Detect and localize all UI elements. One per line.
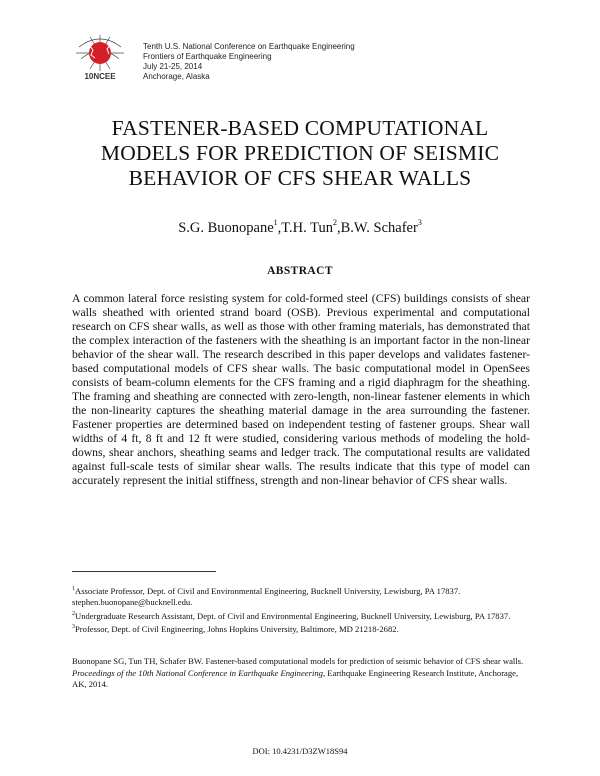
conference-name: Tenth U.S. National Conference on Earthquake Engineering [143,42,355,51]
conference-subtitle: Frontiers of Earthquake Engineering [143,52,272,61]
author-name: S.G. Buonopane [178,220,274,236]
footnote-mark: 2 [72,610,75,617]
footnote [72,622,532,635]
citation-proceedings: Proceedings of the 10th National Conference in Earthquake Engineering [72,667,323,678]
conference-info [143,42,355,82]
footnote-text: Associate Professor, Dept. of Civil and Environmental Engineering, Bucknell University, Lewisburg, PA 17837. stephen.buonopane@bucknell.edu. [72,586,461,608]
citation-tail: , Earthquake Engineering Research Institute, Anchorage, AK, 2014. [72,667,519,689]
conference-dates: July 21-25, 2014 [143,62,203,71]
title-line: MODELS FOR PREDICTION OF SEISMIC [100,141,500,165]
conference-location: Anchorage, Alaska [143,72,210,81]
footnote-text: Professor, Dept. of Civil Engineering, Johns Hopkins University, Baltimore, MD 21218-2682. [75,623,399,634]
doi: DOI: 10.4231/D3ZW18S94 [252,746,348,756]
author-affiliation-mark: 2 [333,218,337,227]
footnote-text: Undergraduate Research Assistant, Dept. of Civil and Environmental Engineering, Bucknell University, Lewisburg, PA 17837. [75,610,511,621]
author-list: S.G. Buonopane$^1$,T.H. Tun$^2$,B.W. Schafer$^3$ [178,218,422,236]
author-name: B.W. Schafer [340,220,418,236]
abstract-text: A common lateral force resisting system for cold-formed steel (CFS) buildings consists of shear walls sheathed with oriented strand board (OSB). Previous experimental and computational research on CFS shear walls, as well as those with other framing materials, has demonstrated that the complex interaction of the fasteners with the sheathing is an important factor in the non-linear behavior of the shear wall. The research described in this paper develops and validates fastener-based computational models of CFS shear walls. The basic computational model in OpenSees consists of beam-column elements for the CFS framing and a rigid diaphragm for the sheathing. The framing and sheathing are connected with zero-length, non-linear fastener elements in which the non-linearity captures the sheathing material damage in the area surrounding the fastener. Fastener properties are determined based on independent testing of fastener groups. Shear wall widths of 4 ft, 8 ft and 12 ft were studied, considering various methods of modeling the hold-downs, shear anchors, sheathing seams and ledger track. The computational results are validated against full-scale tests of similar shear walls. The results indicate that this type of model can accurately represent the initial stiffness, strength and non-linear behavior of CFS shear walls. [72,292,530,487]
citation [72,656,534,691]
title-line: FASTENER-BASED COMPUTATIONAL [111,116,489,140]
footnote [72,584,532,609]
title-line: BEHAVIOR OF CFS SHEAR WALLS [128,166,472,190]
footnotes [72,584,532,635]
footnote-mark: 1 [72,586,75,592]
author-affiliation-mark: 3 [417,218,422,227]
paper-title [60,116,540,191]
footnote-divider [72,571,216,572]
author-affiliation-mark: 1 [273,218,278,227]
footnote [72,609,532,622]
conference-logo [71,33,129,83]
conference-header [71,33,471,83]
logo-text: 10NCEE [84,72,116,81]
footnote-mark: 3 [72,623,75,630]
author-name: T.H. Tun [281,220,333,236]
abstract-heading: ABSTRACT [267,265,333,277]
citation-lead: Buonopane SG, Tun TH, Schafer BW. Fastener-based computational models for prediction of seismic behavior of CFS shear walls. [72,656,524,666]
